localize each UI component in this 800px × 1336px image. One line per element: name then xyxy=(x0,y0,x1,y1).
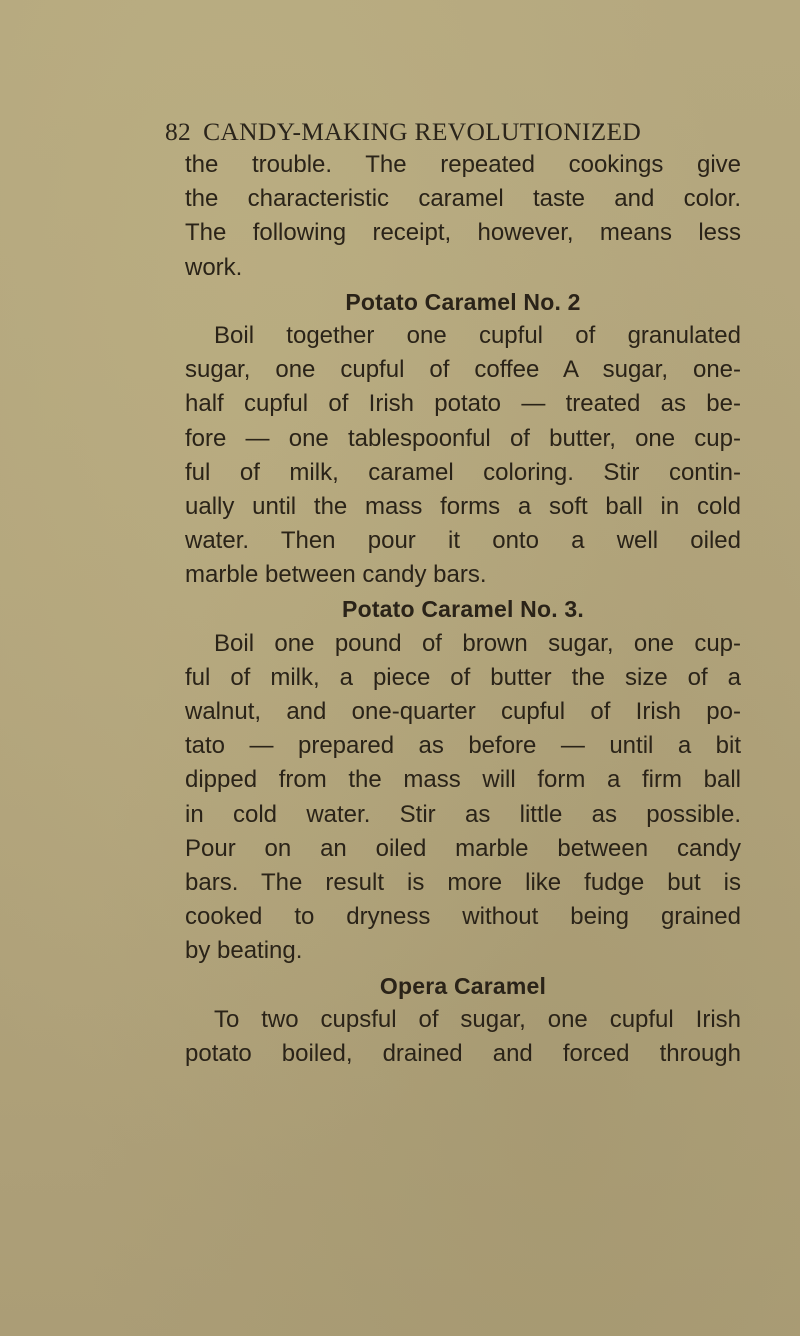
text-line: bars. The result is more like fudge but is xyxy=(185,868,741,896)
recipe-heading: Potato Caramel No. 2 xyxy=(345,288,581,315)
recipe-heading: Opera Caramel xyxy=(379,972,547,999)
text-line: marble between candy bars. xyxy=(185,561,487,589)
text-line: potato boiled, drained and forced through xyxy=(185,1039,741,1067)
text-line: The following receipt, however, means less xyxy=(185,219,741,247)
text-line: ful of milk, caramel coloring. Stir contin- xyxy=(185,458,741,486)
text-line: ually until the mass forms a soft ball in cold xyxy=(185,492,741,520)
text-line: Pour on an oiled marble between candy xyxy=(185,834,741,862)
text-line: tato — prepared as before — until a bit xyxy=(185,732,741,760)
text-line: fore — one tablespoonful of butter, one cup- xyxy=(185,424,741,452)
book-title: CANDY-MAKING REVOLUTIONIZED xyxy=(203,117,642,146)
text-line: ful of milk, a piece of butter the size of a xyxy=(185,663,741,691)
text-line: water. Then pour it onto a well oiled xyxy=(185,527,741,555)
text-block xyxy=(185,148,741,1071)
text-line: Boil together one cupful of granulated xyxy=(214,321,741,349)
running-head xyxy=(165,117,765,147)
text-line: work. xyxy=(185,253,243,281)
recipe-potato-caramel-2 xyxy=(185,285,741,593)
text-line: walnut, and one-quarter cupful of Irish po- xyxy=(185,698,741,725)
text-line: by beating. xyxy=(185,937,303,965)
text-line: the characteristic caramel taste and color. xyxy=(185,185,741,213)
text-line: in cold water. Stir as little as possible. xyxy=(185,800,741,828)
recipe-potato-caramel-3 xyxy=(185,592,741,968)
text-line: sugar, one cupful of coffee A sugar, one- xyxy=(185,356,741,384)
text-line: To two cupsful of sugar, one cupful Irish xyxy=(214,1005,741,1033)
intro-paragraph xyxy=(185,148,741,285)
page-number: 82 xyxy=(165,117,192,146)
recipe-opera-caramel xyxy=(185,969,741,1072)
text-line: cooked to dryness without being grained xyxy=(185,903,741,931)
text-line: Boil one pound of brown sugar, one cup- xyxy=(214,629,741,657)
text-line: the trouble. The repeated cookings give xyxy=(185,151,741,178)
recipe-heading: Potato Caramel No. 3. xyxy=(342,596,584,623)
text-line: dipped from the mass will form a firm ball xyxy=(185,766,741,794)
text-line: half cupful of Irish potato — treated as be- xyxy=(185,390,741,418)
